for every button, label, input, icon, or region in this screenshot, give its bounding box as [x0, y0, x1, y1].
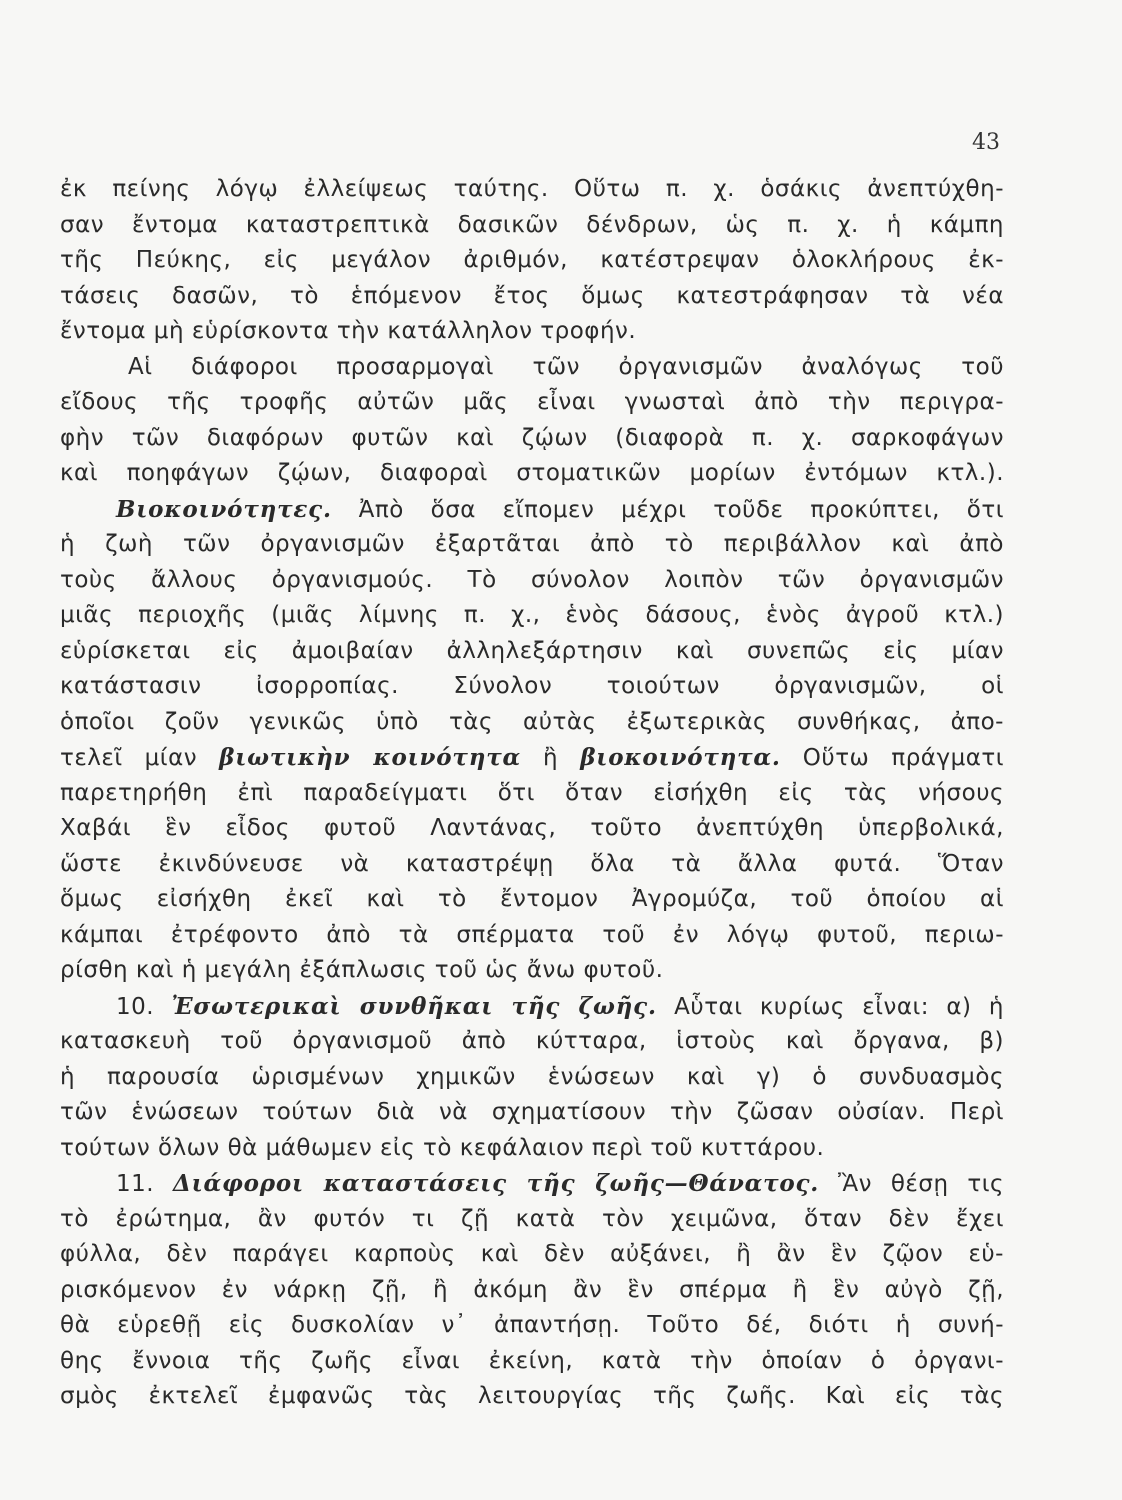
text-line: ρισκόμενον ἐν νάρκῃ ζῇ, ἢ ἀκόμη ἂν ἓν σπέρμα ἢ ἓν αὐγὸ ζῇ,	[60, 1276, 1004, 1303]
section-number: 10.	[116, 993, 172, 1020]
section-heading: Διάφοροι καταστάσεις τῆς ζωῆς—Θάνατος.	[172, 1170, 820, 1197]
text-line: τὸ ἐρώτημα, ἂν φυτόν τι ζῇ κατὰ τὸν χειμῶνα, ὅταν δὲν ἔχει	[60, 1205, 1004, 1232]
text-line: τούτων ὅλων θὰ μάθωμεν εἰς τὸ κεφάλαιον περὶ τοῦ κυττάρου.	[60, 1134, 825, 1161]
text-line: ἐκ πείνης λόγῳ ἐλλείψεως ταύτης. Οὕτω π. χ. ὁσάκις ἀνεπτύχθη-	[60, 176, 1004, 202]
text-line: θὰ εὑρεθῇ εἰς δυσκολίαν ν᾿ ἀπαντήσῃ. Τοῦτο δέ, διότι ἡ συνή-	[60, 1312, 1004, 1338]
emphasis-term: βιωτικὴν κοινότητα	[219, 744, 521, 771]
section-heading: Βιοκοινότητες.	[116, 495, 332, 523]
text-line: ρίσθη καὶ ἡ μεγάλη ἐξάπλωσις τοῦ ὡς ἄνω φυτοῦ.	[60, 957, 664, 983]
text-line: φύλλα, δὲν παράγει καρποὺς καὶ δὲν αὐξάνει, ἢ ἂν ἓν ζῷον εὑ-	[60, 1241, 1004, 1267]
page-number: 43	[972, 130, 1000, 155]
text-line: Χαβάι ἓν εἶδος φυτοῦ Λαντάνας, τοῦτο ἀνεπτύχθη ὑπερβολικά,	[60, 815, 1004, 841]
text-line: τῶν ἑνώσεων τούτων διὰ νὰ σχηματίσουν τὴν ζῶσαν οὐσίαν. Περὶ	[60, 1099, 1004, 1125]
text-line: φὴν τῶν διαφόρων φυτῶν καὶ ζῴων (διαφορὰ π. χ. σαρκοφάγων	[60, 424, 1004, 451]
text-line: μιᾶς περιοχῆς (μιᾶς λίμνης π. χ., ἑνὸς δάσους, ἑνὸς ἀγροῦ κτλ.)	[60, 602, 1004, 628]
text-line: 10. Ἐσωτερικαὶ συνθῆκαι τῆς ζωῆς. Αὗται κυρίως εἶναι: α) ἡ	[116, 992, 1004, 1020]
text-line: εἴδους τῆς τροφῆς αὐτῶν μᾶς εἶναι γνωσταὶ ἀπὸ τὴν περιγρα-	[60, 389, 1004, 415]
emphasis-term: βιοκοινότητα.	[580, 744, 781, 771]
text-line: τῆς Πεύκης, εἰς μεγάλον ἀριθμόν, κατέστρεψαν ὁλοκλήρους ἐκ-	[60, 247, 1004, 273]
text-line: θης ἔννοια τῆς ζωῆς εἶναι ἐκείνη, κατὰ τὴν ὁποίαν ὁ ὀργανι-	[60, 1347, 1004, 1374]
text-line: καὶ ποηφάγων ζῴων, διαφοραὶ στοματικῶν μορίων ἐντόμων κτλ.).	[60, 460, 1004, 486]
text-line: 11. Διάφοροι καταστάσεις τῆς ζωῆς—Θάνατος. Ἂν θέσῃ τις	[116, 1170, 1004, 1197]
text-line: Αἱ διάφοροι προσαρμογαὶ τῶν ὀργανισμῶν ἀναλόγως τοῦ	[128, 353, 1004, 380]
text-line: σαν ἔντομα καταστρεπτικὰ δασικῶν δένδρων, ὡς π. χ. ἡ κάμπη	[60, 211, 1004, 238]
text-line: εὑρίσκεται εἰς ἀμοιβαίαν ἀλληλεξάρτησιν καὶ συνεπῶς εἰς μίαν	[60, 637, 1004, 664]
text-line: ὥστε ἐκινδύνευσε νὰ καταστρέψῃ ὅλα τὰ ἄλλα φυτά. Ὅταν	[60, 850, 1004, 877]
section-number: 11.	[116, 1171, 173, 1197]
text-line: ἔντομα μὴ εὑρίσκοντα τὴν κατάλληλον τροφήν.	[60, 318, 637, 344]
text-line: τοὺς ἄλλους ὀργανισμούς. Τὸ σύνολον λοιπὸν τῶν ὀργανισμῶν	[60, 566, 1004, 593]
text-line: κατασκευὴ τοῦ ὀργανισμοῦ ἀπὸ κύτταρα, ἱστοὺς καὶ ὄργανα, β)	[60, 1028, 1004, 1054]
text-line: κατάστασιν ἰσορροπίας. Σύνολον τοιούτων ὀργανισμῶν, οἱ	[60, 673, 1004, 699]
text-line: ἡ παρουσία ὡρισμένων χημικῶν ἑνώσεων καὶ γ) ὁ συνδυασμὸς	[60, 1063, 1004, 1090]
text-line: παρετηρήθη ἐπὶ παραδείγματι ὅτι ὅταν εἰσήχθη εἰς τὰς νήσους	[60, 779, 1004, 806]
text-line: σμὸς ἐκτελεῖ ἐμφανῶς τὰς λειτουργίας τῆς ζωῆς. Καὶ εἰς τὰς	[60, 1383, 1004, 1409]
text-line: Βιοκοινότητες. Ἀπὸ ὅσα εἴπομεν μέχρι τοῦδε προκύπτει, ὅτι	[116, 495, 1004, 523]
text-line: τάσεις δασῶν, τὸ ἑπόμενον ἔτος ὅμως κατεστράφησαν τὰ νέα	[60, 282, 1004, 309]
text-line: κάμπαι ἐτρέφοντο ἀπὸ τὰ σπέρματα τοῦ ἐν λόγῳ φυτοῦ, περιω-	[60, 921, 1004, 948]
text-line: τελεῖ μίαν βιωτικὴν κοινότητα ἢ βιοκοινότητα. Οὕτω πράγματι	[60, 744, 1004, 771]
section-heading: Ἐσωτερικαὶ συνθῆκαι τῆς ζωῆς.	[171, 992, 657, 1020]
text-line: ὁποῖοι ζοῦν γενικῶς ὑπὸ τὰς αὐτὰς ἐξωτερικὰς συνθήκας, ἀπο-	[60, 708, 1004, 735]
text-line: ὅμως εἰσήχθη ἐκεῖ καὶ τὸ ἔντομον Ἀγρομύζα, τοῦ ὁποίου αἱ	[60, 886, 1004, 912]
text-line: ἡ ζωὴ τῶν ὀργανισμῶν ἐξαρτᾶται ἀπὸ τὸ περιβάλλον καὶ ἀπὸ	[60, 531, 1004, 557]
body-text	[60, 172, 1004, 1415]
